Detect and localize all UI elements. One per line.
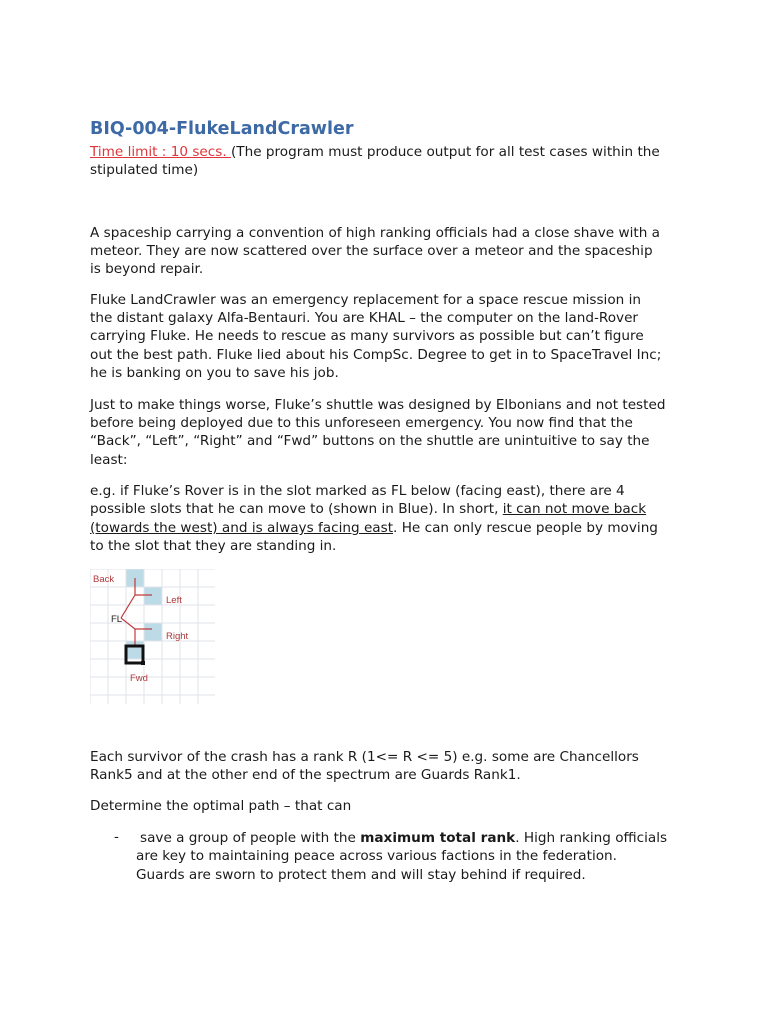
paragraph-4-line (90, 519, 690, 538)
paragraph-4-text: possible slots that he can move to (shown in Blue). In short, (90, 501, 503, 517)
time-limit-note: (The program must produce output for all test cases within the (230, 144, 660, 160)
paragraph-4-text: . He can only rescue people by moving (393, 520, 658, 536)
label-fwd: Fwd (130, 673, 148, 684)
label-left: Left (166, 595, 182, 606)
paragraph-3-line: least: (90, 452, 128, 468)
paragraph-4-line: to the slot that they are standing in. (90, 538, 337, 554)
paragraph-5-line: Rank5 and at the other end of the spectrum are Guards Rank1. (90, 767, 521, 783)
time-limit-line-1 (90, 143, 690, 162)
paragraph-3-line: before being deployed due to this unforeseen emergency. You now find that the (90, 415, 633, 431)
paragraph-5-line: Each survivor of the crash has a rank R (1<= R <= 5) e.g. some are Chancellors (90, 749, 639, 765)
bullet-text: . High ranking officials (515, 830, 668, 846)
paragraph-3-line: “Back”, “Left”, “Right” and “Fwd” buttons on the shuttle are unintuitive to say the (90, 433, 650, 449)
paragraph-1-line: A spaceship carrying a convention of high ranking officials had a close shave with a (90, 225, 660, 241)
label-back: Back (93, 574, 115, 585)
paragraph-2-line: carrying Fluke. He needs to rescue as many survivors as possible but can’t figure (90, 328, 644, 344)
blue-slot-left (144, 587, 162, 605)
paragraph-2-line: he is banking on you to save his job. (90, 365, 339, 381)
paragraph-1-line: meteor. They are now scattered over the surface over a meteor and the spaceship (90, 243, 653, 259)
bullet-dash: - (114, 829, 119, 845)
bullet-line (140, 829, 700, 848)
time-limit-label: Time limit : 10 secs. (90, 144, 231, 160)
movement-grid-figure (90, 569, 215, 704)
paragraph-4-underlined: it can not move back (502, 501, 647, 517)
paragraph-6: Determine the optimal path – that can (90, 798, 352, 814)
paragraph-1-line: is beyond repair. (90, 261, 204, 277)
blue-slot-right (144, 623, 162, 641)
paragraph-4-line (90, 500, 690, 519)
time-limit-line-2: stipulated time) (90, 162, 199, 178)
paragraph-2-line: Fluke LandCrawler was an emergency replacement for a space rescue mission in (90, 292, 641, 308)
bullet-bold-text: maximum total rank (360, 830, 516, 846)
bullet-line: Guards are sworn to protect them and will stay behind if required. (136, 867, 586, 883)
paragraph-2-line: the distant galaxy Alfa-Bentauri. You are KHAL – the computer on the land-Rover (90, 310, 639, 326)
bullet-line: are key to maintaining peace across various factions in the federation. (136, 848, 617, 864)
label-right: Right (166, 631, 189, 642)
rover-heading-dot (141, 661, 145, 665)
bullet-text: save a group of people with the (140, 830, 361, 846)
paragraph-2-line: out the best path. Fluke lied about his CompSc. Degree to get in to SpaceTravel Inc; (90, 347, 662, 363)
label-fl: FL (111, 614, 123, 625)
document-title: BIQ-004-FlukeLandCrawler (90, 119, 354, 139)
paragraph-4-line: e.g. if Fluke’s Rover is in the slot marked as FL below (facing east), there are 4 (90, 483, 625, 499)
paragraph-3-line: Just to make things worse, Fluke’s shuttle was designed by Elbonians and not tested (90, 397, 666, 413)
paragraph-4-underlined: (towards the west) and is always facing east (90, 520, 394, 536)
